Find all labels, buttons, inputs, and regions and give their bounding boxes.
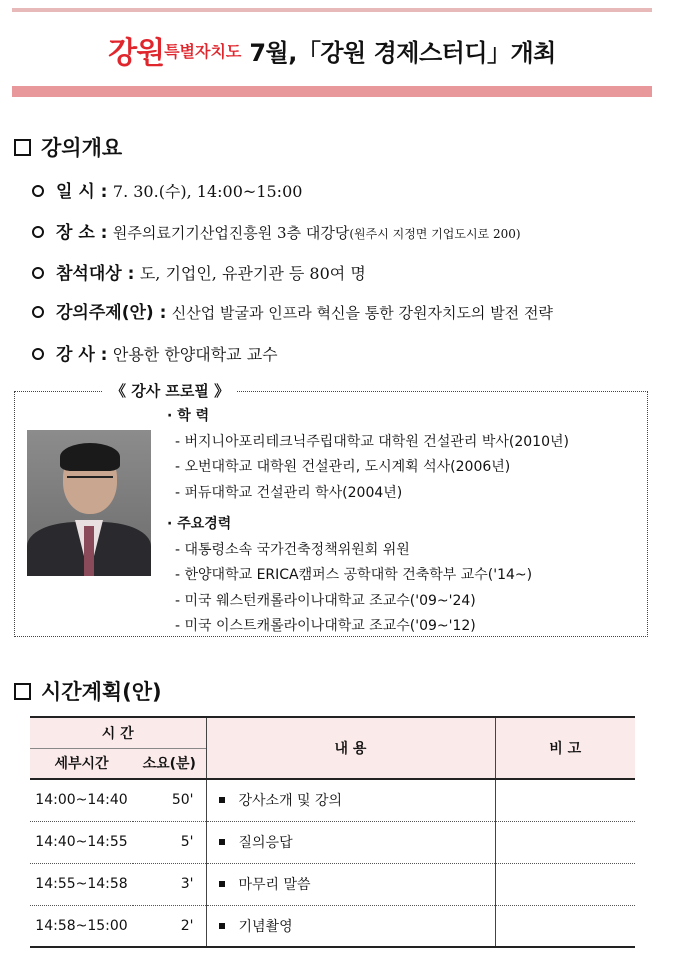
profile-career-item: - 대통령소속 국가건축정책위원회 위원 bbox=[175, 542, 410, 558]
schedule-time: 14:00~14:40 bbox=[30, 779, 133, 821]
schedule-header-remark: 비 고 bbox=[495, 717, 635, 779]
gangwon-logo-subtitle: 특별자치도 bbox=[164, 41, 242, 61]
circle-bullet-icon bbox=[32, 348, 44, 360]
overview-row-place bbox=[32, 218, 521, 243]
profile-career-label: · 주요경력 bbox=[167, 516, 232, 532]
overview-row-attendees bbox=[32, 259, 366, 284]
section-overview-heading bbox=[14, 132, 122, 162]
section-schedule-title: 시간계획(안) bbox=[41, 680, 162, 704]
schedule-remark bbox=[495, 863, 635, 905]
gangwon-logo: 강원 bbox=[108, 36, 165, 71]
table-row bbox=[30, 821, 635, 863]
checkbox-square-icon bbox=[14, 683, 31, 700]
profile-career-item: - 미국 이스트캐롤라이나대학교 조교수('09~'12) bbox=[175, 618, 476, 634]
checkbox-square-icon bbox=[14, 139, 31, 156]
overview-value-place: 원주의료기기산업진흥원 3층 대강당 bbox=[112, 224, 350, 242]
document-header bbox=[12, 28, 652, 78]
schedule-time: 14:40~14:55 bbox=[30, 821, 133, 863]
overview-value-date: 7. 30.(수), 14:00~15:00 bbox=[112, 182, 303, 201]
section-overview-title: 강의개요 bbox=[41, 136, 123, 160]
schedule-content: 기념촬영 bbox=[238, 918, 293, 935]
overview-value-attendees: 도, 기업인, 유관기관 등 80여 명 bbox=[139, 264, 366, 283]
schedule-remark bbox=[495, 821, 635, 863]
square-bullet-icon bbox=[219, 881, 225, 887]
overview-label-date: 일 시 : bbox=[56, 182, 108, 202]
schedule-header-detail-time: 세부시간 bbox=[30, 748, 133, 779]
overview-note-place: (원주시 지정면 기업도시로 200) bbox=[349, 227, 521, 241]
circle-bullet-icon bbox=[32, 267, 44, 279]
schedule-time: 14:55~14:58 bbox=[30, 863, 133, 905]
square-bullet-icon bbox=[219, 797, 225, 803]
schedule-header-content: 내 용 bbox=[206, 717, 495, 779]
lecturer-profile-box bbox=[14, 382, 648, 637]
profile-education-item: - 오번대학교 대학원 건설관리, 도시계획 석사(2006년) bbox=[175, 459, 511, 475]
circle-bullet-icon bbox=[32, 226, 44, 238]
schedule-header-time: 시 간 bbox=[30, 717, 206, 748]
square-bullet-icon bbox=[219, 923, 225, 929]
title-underbar bbox=[12, 86, 652, 97]
profile-career-item: - 한양대학교 ERICA캠퍼스 공학대학 건축학부 교수('14~) bbox=[175, 567, 533, 583]
profile-education-item: - 버지니아포리테크닉주립대학교 대학원 건설관리 박사(2010년) bbox=[175, 434, 569, 450]
profile-title: 《 강사 프로필 》 bbox=[103, 380, 237, 401]
circle-bullet-icon bbox=[32, 306, 44, 318]
schedule-content-cell bbox=[206, 863, 495, 905]
lecturer-photo bbox=[27, 430, 151, 576]
top-divider-line bbox=[12, 8, 652, 12]
schedule-content-cell bbox=[206, 821, 495, 863]
overview-label-attendees: 참석대상 : bbox=[56, 264, 135, 284]
document-title: 7월,「강원 경제스터디」개최 bbox=[249, 38, 556, 67]
table-row bbox=[30, 905, 635, 947]
schedule-content: 질의응답 bbox=[238, 835, 293, 851]
overview-row-topic bbox=[32, 298, 553, 323]
schedule-content: 마무리 말씀 bbox=[238, 877, 311, 893]
overview-row-lecturer bbox=[32, 340, 278, 365]
overview-value-lecturer: 안용한 한양대학교 교수 bbox=[112, 345, 278, 364]
profile-education-label: · 학 력 bbox=[167, 408, 210, 424]
profile-education-item: - 퍼듀대학교 건설관리 학사(2004년) bbox=[175, 485, 403, 501]
overview-row-date bbox=[32, 177, 302, 202]
schedule-content: 강사소개 및 강의 bbox=[238, 793, 343, 810]
circle-bullet-icon bbox=[32, 185, 44, 197]
schedule-remark bbox=[495, 779, 635, 821]
table-row bbox=[30, 779, 635, 821]
section-schedule-heading bbox=[14, 676, 162, 706]
square-bullet-icon bbox=[219, 839, 225, 845]
schedule-content-cell bbox=[206, 779, 495, 821]
schedule-header-duration: 소요(분) bbox=[133, 748, 206, 779]
schedule-duration: 50' bbox=[133, 779, 206, 821]
schedule-time: 14:58~15:00 bbox=[30, 905, 133, 947]
schedule-table bbox=[30, 716, 635, 948]
schedule-duration: 5' bbox=[133, 821, 206, 863]
schedule-duration: 3' bbox=[133, 863, 206, 905]
table-row bbox=[30, 863, 635, 905]
overview-value-topic: 신산업 발굴과 인프라 혁신을 통한 강원자치도의 발전 전략 bbox=[171, 304, 553, 322]
schedule-remark bbox=[495, 905, 635, 947]
overview-label-topic: 강의주제(안) : bbox=[56, 303, 167, 323]
schedule-content-cell bbox=[206, 905, 495, 947]
schedule-duration: 2' bbox=[133, 905, 206, 947]
profile-career-item: - 미국 웨스턴캐롤라이나대학교 조교수('09~'24) bbox=[175, 593, 476, 609]
overview-label-lecturer: 강 사 : bbox=[56, 345, 108, 365]
overview-label-place: 장 소 : bbox=[56, 223, 108, 243]
